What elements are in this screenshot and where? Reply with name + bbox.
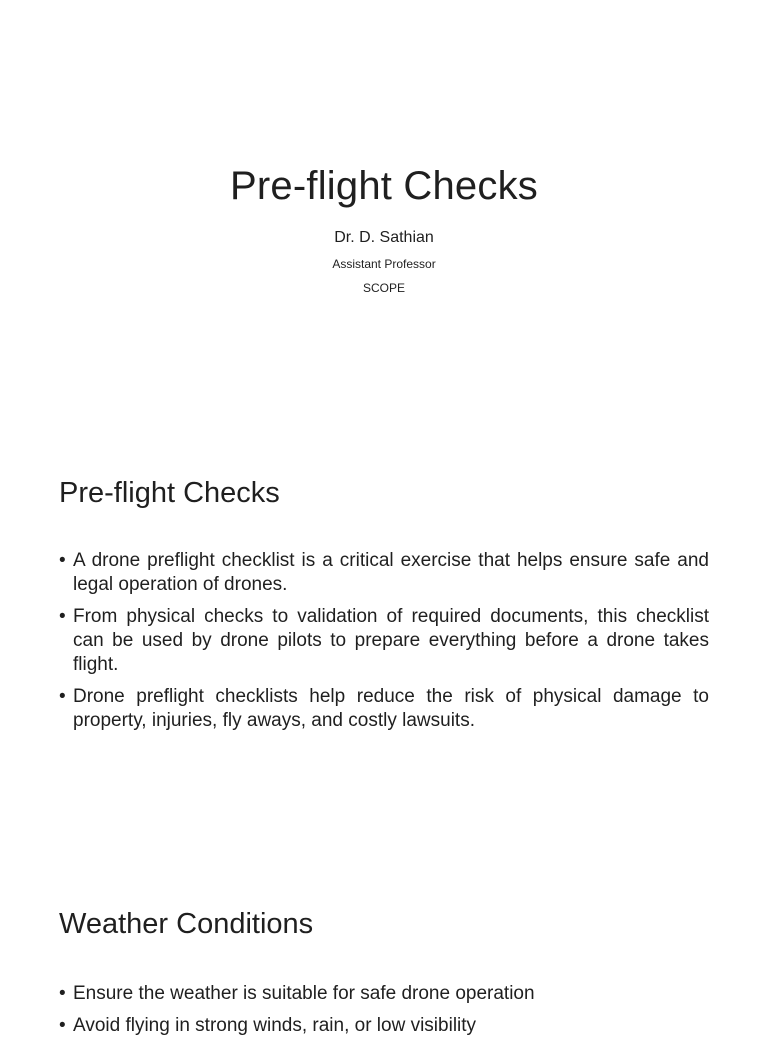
- author-role: Assistant Professor: [332, 257, 436, 271]
- preflight-slide: [0, 432, 768, 864]
- author-organization: SCOPE: [362, 281, 405, 295]
- bullet-list: [59, 982, 709, 1046]
- slide-title: Pre-flight Checks: [230, 164, 538, 208]
- weather-slide: [0, 864, 768, 1036]
- slide-heading: Weather Conditions: [59, 908, 314, 940]
- bullet-item: • From physical checks to validation of required documents, this checklist can be used by drone pilots to prepare everything before a drone takes flight.: [59, 605, 709, 677]
- bullet-item: • A drone preflight checklist is a critical exercise that helps ensure safe and legal operation of drones.: [59, 549, 709, 597]
- author-name: Dr. D. Sathian: [334, 229, 434, 246]
- bullet-list: [59, 549, 709, 741]
- slide-heading: Pre-flight Checks: [59, 477, 280, 509]
- bullet-item: • Ensure the weather is suitable for safe drone operation: [59, 982, 709, 1006]
- title-slide: [0, 0, 768, 432]
- bullet-item: • Avoid flying in strong winds, rain, or low visibility: [59, 1014, 709, 1038]
- bullet-item: • Drone preflight checklists help reduce the risk of physical damage to property, injuries, fly aways, and costly lawsuits.: [59, 685, 709, 733]
